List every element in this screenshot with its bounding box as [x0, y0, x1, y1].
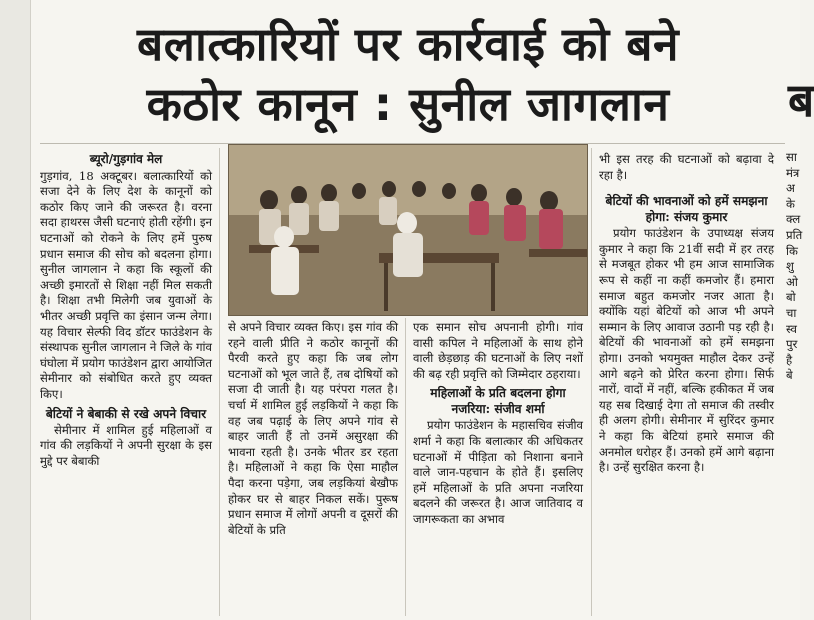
page-fold-edge [0, 0, 31, 620]
article-column-2 [228, 320, 398, 538]
byline: ब्यूरो/गुड़गांव मेल [89, 152, 163, 166]
seminar-photo [228, 144, 588, 316]
column-1-paragraph-2: सेमीनार में शामिल हुई महिलाओं व गांव की लड़कियों ने अपनी सुरक्षा के इस मुद्दे पर बेबाकी [40, 422, 212, 468]
subheading-sanjay-kumar: बेटियों की भावनाओं को हमें समझना होगा: संजय कुमार [605, 194, 768, 225]
adjacent-headline-fragment: ब [788, 73, 814, 127]
column-3-paragraph-2: प्रयोग फाउंडेशन के महासचिव संजीव शर्मा ने कहा कि बलात्कार की अधिकतर घटनाओं में पीड़िता को निशाना बनाने वाले जान-पहचान के होते हैं। इसलिए हमें महिलाओं के प्रति अपना नजरिया बदलने की जरूरत है। आज जातिवाद व जागरूकता का अभाव [413, 418, 583, 526]
article-column-3 [413, 320, 583, 528]
column-divider [219, 148, 220, 616]
column-4-paragraph-2: प्रयोग फाउंडेशन के उपाध्यक्ष संजय कुमार ने कहा कि 21वीं सदी में हर तरह से मजबूत होकर भी हम आज सामाजिक रूप से कहीं ना कहीं कमजोर हैं। हमारा समाज बहुत कमजोर नजर आता है। क्योंकि यहां बेटियों को आज भी अपने सम्मान के लिए आवाज उठानी पड़ रही है। बेटियों की भावनाओं को हमें समझना होगा। उनको भयमुक्त माहौल देकर उन्हें आगे बढ़ने को प्रेरित करना होगा। सिर्फ नारों, वादों में नहीं, बल्कि हकीकत में जब यह सब दिखाई देगा तो समाज की तस्वीर ही अलग होगी। सेमीनार में सुरिंदर कुमार ने कहा कि बेटियां हमारे समाज की अनमोल धरोहर हैं। उनको हमें आगे बढ़ाना है। उन्हें सुरक्षित करना है। [599, 226, 774, 475]
column-divider [405, 318, 406, 616]
adjacent-article-fragment: सा मंत्र अ के क्ल प्रति कि शु ओ बो चा स्व पुर है बे [786, 150, 803, 383]
column-4-paragraph-1: भी इस तरह की घटनाओं को बढ़ावा दे रहा है। [599, 152, 774, 182]
headline-line-2: कठोर कानून : सुनील जागलान [146, 77, 670, 131]
article-column-1 [40, 152, 212, 469]
subheading-sanjeev-sharma: महिलाओं के प्रति बदलना होगा नजरिया: संजीव शर्मा [430, 386, 566, 417]
headline [38, 14, 778, 134]
column-3-paragraph-1: एक समान सोच अपनानी होगी। गांव वासी कपिल ने महिलाओं के साथ होने वाली छेड़छाड़ की घटनाओं के लिए नशों की बढ़ रही प्रवृत्ति को जिम्मेदार ठहराया। [413, 320, 583, 381]
article-column-4 [599, 152, 774, 476]
column-1-paragraph-1: गुड़गांव, 18 अक्टूबर। बलात्कारियों को सजा देने के लिए देश के कानूनों को कठोर किए जाने की जरूरत है। वरना सदा हाथरस जैसी घटनाएं होती रहेंगी। इन घटनाओं को रोकने के लिए हमें पुरुष प्रधान समाज की सोच को बदलना होगा। सुनील जागलान ने कहा कि स्कूलों की अच्छी इमारतों से शिक्षा नहीं मिल सकती है। शिक्षा तभी मिलेगी जब युवाओं के भीतर अच्छी प्रवृत्ति का इंसान जन्म लेगा। यह विचार सेल्फी विद डॉटर फाउंडेशन के संस्थापक सुनील जागलान ने जिले के गांव घंघोला में प्रयोग फाउंडेशन द्वारा आयोजित सेमीनार को संबोधित करते हुए व्यक्त किए। [40, 168, 212, 401]
column-2-paragraph-1: से अपने विचार व्यक्त किए। इस गांव की रहने वाली प्रीति ने कठोर कानूनों की पैरवी करते हुए कहा कि जब लोग घटनाओं को भूल जाते हैं, तब दोषियों को सजा दी जाती है। यह परंपरा गलत है। चर्चा में शामिल हुई लड़कियों ने कहा कि वह जब पढ़ाई के लिए अपने गांव से बाहर जाती हैं तो उनमें असुरक्षा की भावना रहती है। उनके भीतर डर रहता है। महिलाओं ने कहा कि ऐसा माहौल पैदा करना पड़ेगा, जब लड़कियां बेखौफ होकर घर से बाहर निकल सकें। पुरूष प्रधान समाज में लोगों अपनी व दूसरों की बेटियों के प्रति [228, 320, 398, 537]
subheading-daughters: बेटियों ने बेबाकी से रखे अपने विचार [45, 406, 207, 421]
headline-line-1: बलात्कारियों पर कार्रवाई को बने [136, 17, 680, 71]
seminar-photo-icon [229, 145, 587, 315]
column-divider [591, 148, 592, 616]
